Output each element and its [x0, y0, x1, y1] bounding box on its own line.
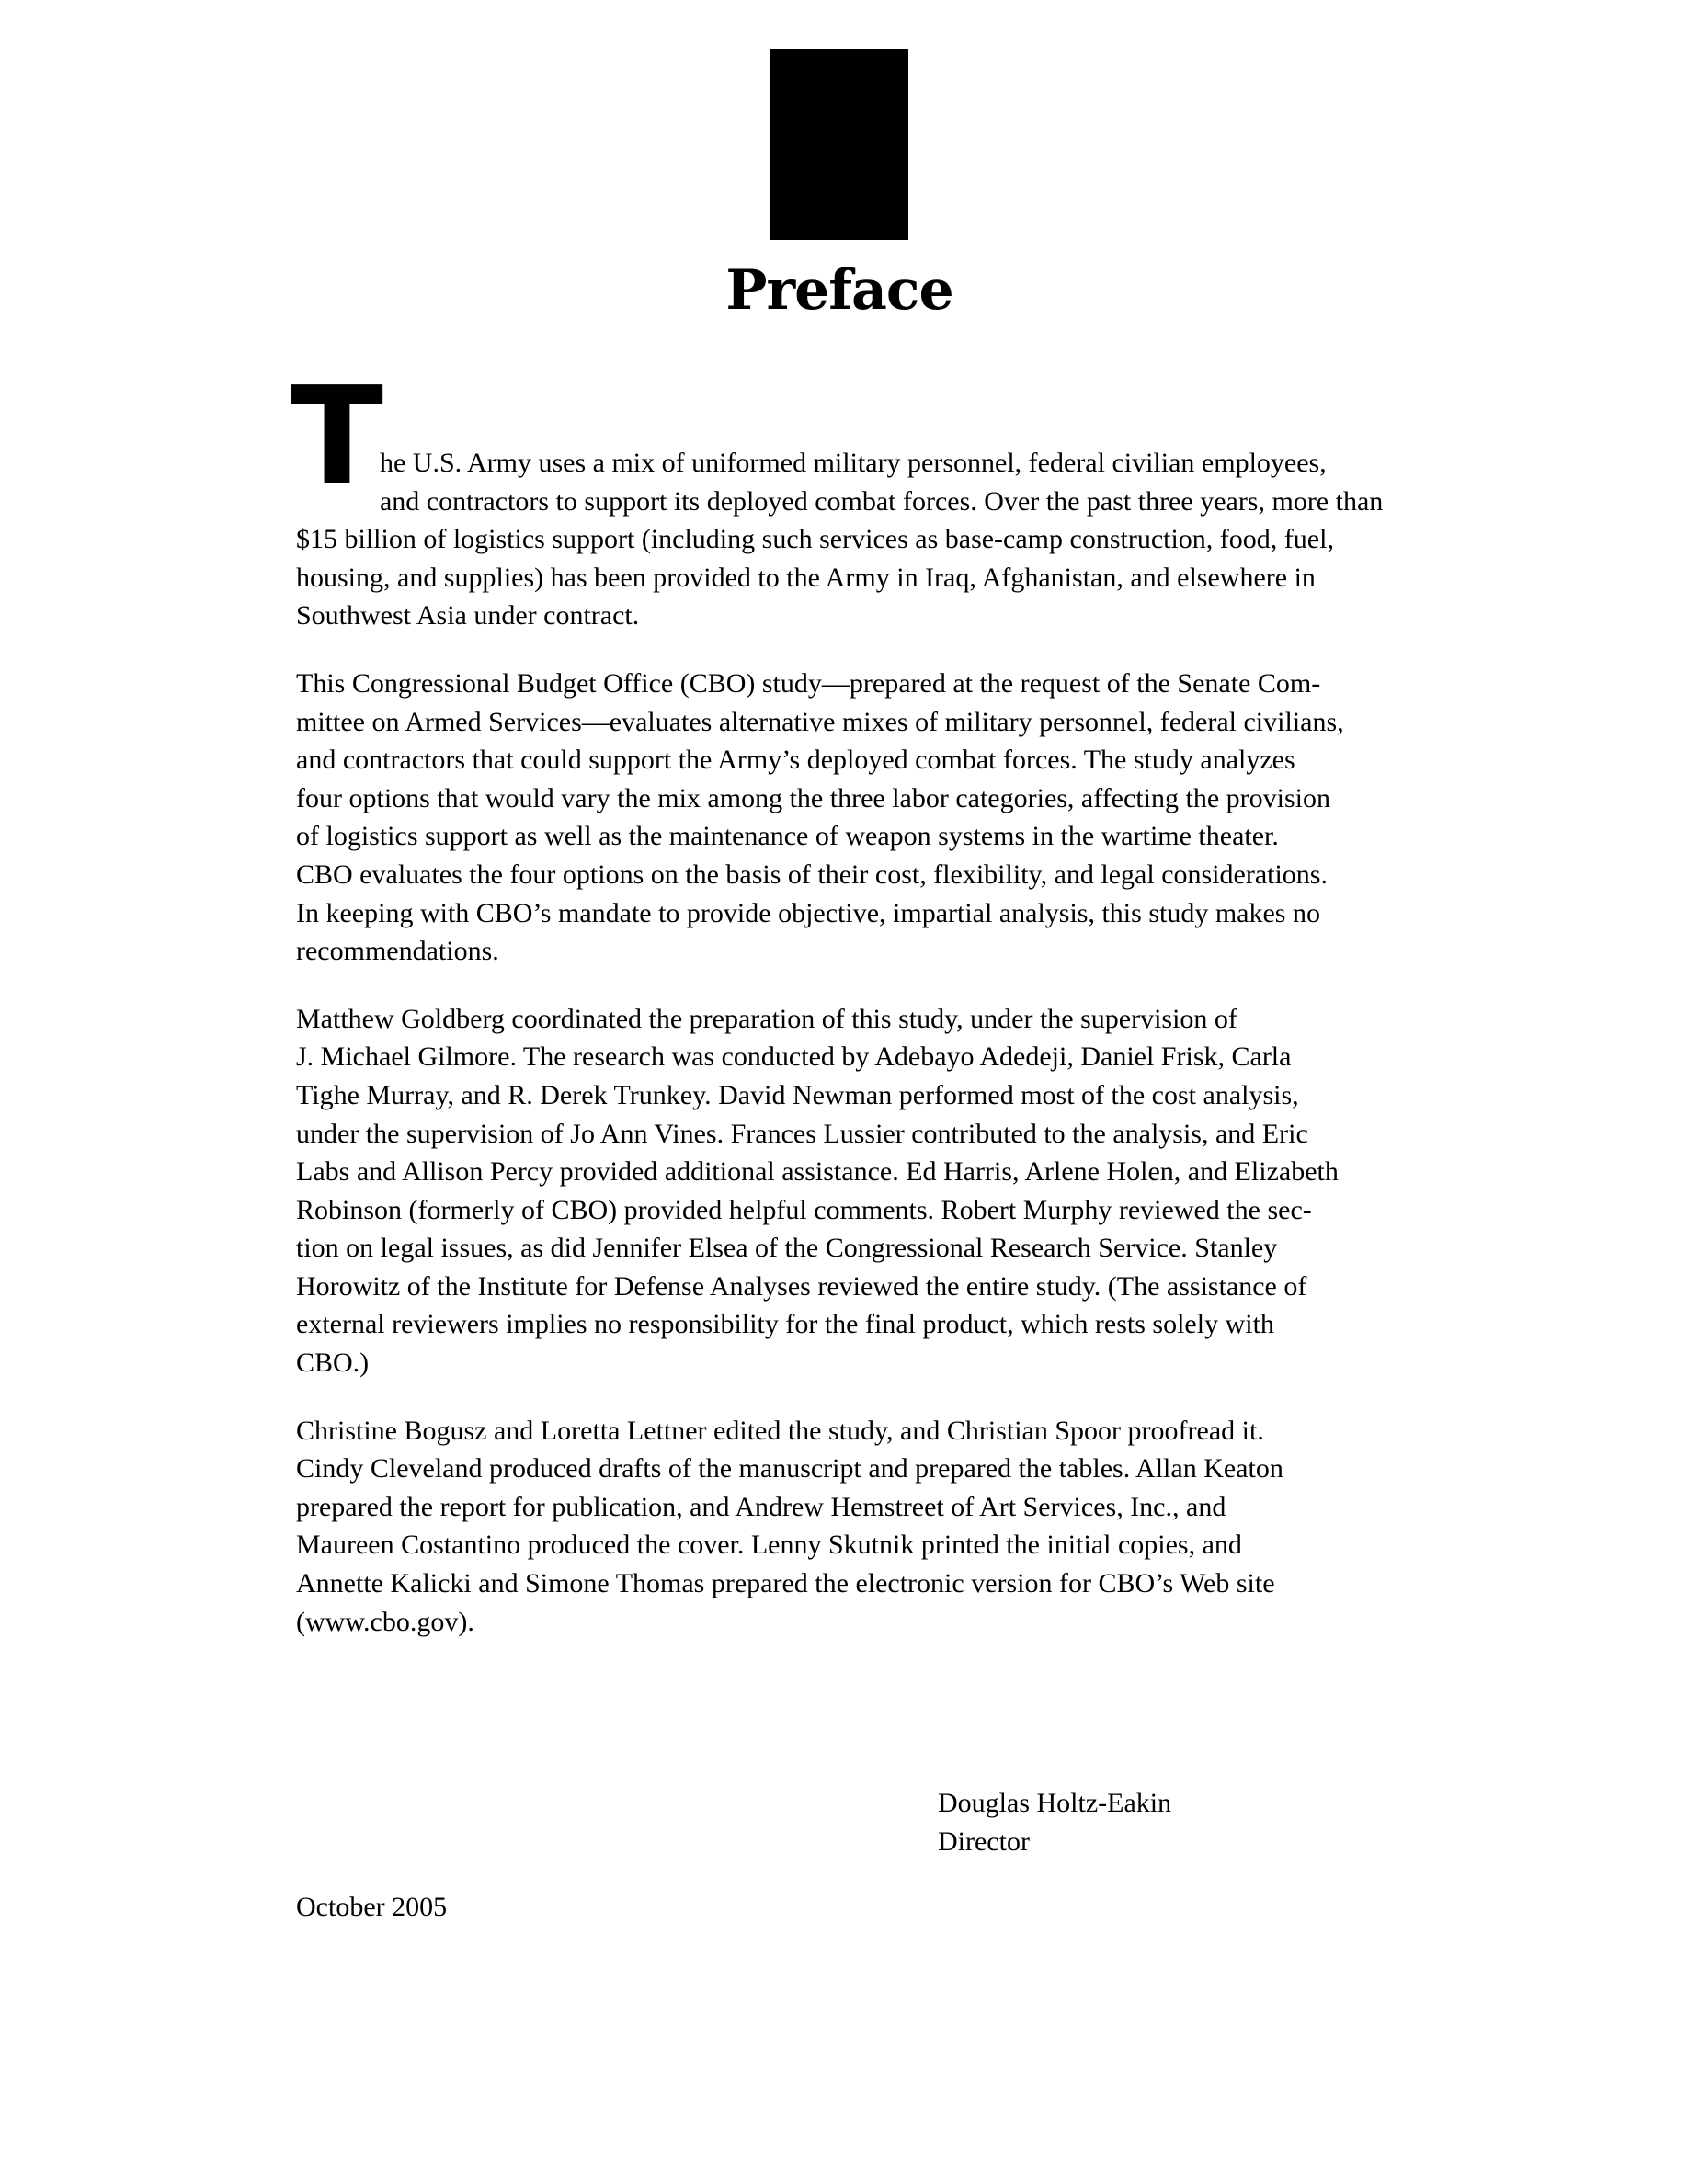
paragraph-line: recommendations.: [296, 936, 499, 967]
decorative-black-block: [770, 49, 908, 240]
paragraph-line: of logistics support as well as the maintenance of weapon systems in the wartime theater.: [296, 821, 1279, 852]
paragraph-line: Robinson (formerly of CBO) provided helpful comments. Robert Murphy reviewed the sec-: [296, 1194, 1312, 1225]
paragraph-line: Horowitz of the Institute for Defense Analyses reviewed the entire study. (The assistance of: [296, 1270, 1307, 1302]
paragraph-study-overview: [296, 665, 1390, 971]
paragraph-production: [296, 1412, 1390, 1642]
paragraph-line: Cindy Cleveland produced drafts of the manuscript and prepared the tables. Allan Keaton: [296, 1453, 1283, 1484]
document-date: October 2005: [296, 1892, 448, 1922]
paragraph-line: Tighe Murray, and R. Derek Trunkey. David Newman performed most of the cost analysis,: [296, 1079, 1299, 1110]
paragraph-line: This Congressional Budget Office (CBO) study—prepared at the request of the Senate Com-: [296, 667, 1321, 699]
paragraph-line: he U.S. Army uses a mix of uniformed military personnel, federal civilian employees,: [379, 448, 1327, 478]
paragraph-line: mittee on Armed Services—evaluates alternative mixes of military personnel, federal civilians,: [296, 706, 1344, 737]
signatory-position: Director: [938, 1826, 1030, 1857]
drop-cap-letter: T: [291, 358, 380, 516]
page-title: Preface: [725, 258, 953, 323]
signatory-name: Douglas Holtz-Eakin: [938, 1788, 1172, 1818]
paragraph-line: Maureen Costantino produced the cover. Lenny Skutnik printed the initial copies, and: [296, 1530, 1242, 1561]
paragraph-line: Matthew Goldberg coordinated the preparation of this study, under the supervision of: [296, 1003, 1237, 1034]
paragraph-line: CBO evaluates the four options on the basis of their cost, flexibility, and legal considerations.: [296, 859, 1328, 890]
paragraph-line: Labs and Allison Percy provided additional assistance. Ed Harris, Arlene Holen, and Elizabeth: [296, 1156, 1339, 1188]
paragraph-line: J. Michael Gilmore. The research was conducted by Adebayo Adedeji, Daniel Frisk, Carla: [296, 1041, 1292, 1073]
preface-body: [291, 358, 1390, 1670]
paragraph-line: Annette Kalicki and Simone Thomas prepared the electronic version for CBO’s Web site: [296, 1568, 1275, 1599]
paragraph-line: under the supervision of Jo Ann Vines. Frances Lussier contributed to the analysis, and Eric: [296, 1118, 1308, 1149]
paragraph-contributors: [296, 1000, 1390, 1382]
paragraph-line: and contractors that could support the Army’s deployed combat forces. The study analyzes: [296, 745, 1295, 776]
paragraph-line: four options that would vary the mix among the three labor categories, affecting the provision: [296, 782, 1330, 813]
paragraph-line: housing, and supplies) has been provided to the Army in Iraq, Afghanistan, and elsewhere in: [296, 562, 1316, 593]
paragraph-line: prepared the report for publication, and Andrew Hemstreet of Art Services, Inc., and: [296, 1491, 1226, 1522]
paragraph-line: In keeping with CBO’s mandate to provide objective, impartial analysis, this study makes no: [296, 897, 1320, 928]
paragraph-intro: [291, 358, 1390, 635]
paragraph-line: Southwest Asia under contract.: [296, 600, 640, 631]
signature-block: [938, 1784, 1171, 1861]
paragraph-line: external reviewers implies no responsibility for the final product, which rests solely with: [296, 1309, 1274, 1340]
paragraph-line: $15 billion of logistics support (including such services as base-camp construction, food, fuel,: [296, 524, 1334, 555]
paragraph-line: (www.cbo.gov).: [296, 1606, 474, 1637]
paragraph-line: and contractors to support its deployed combat forces. Over the past three years, more than: [379, 485, 1384, 517]
paragraph-line: tion on legal issues, as did Jennifer Elsea of the Congressional Research Service. Stanley: [296, 1233, 1278, 1264]
paragraph-line: CBO.): [296, 1348, 370, 1379]
paragraph-line: Christine Bogusz and Loretta Lettner edited the study, and Christian Spoor proofread it.: [296, 1415, 1264, 1446]
